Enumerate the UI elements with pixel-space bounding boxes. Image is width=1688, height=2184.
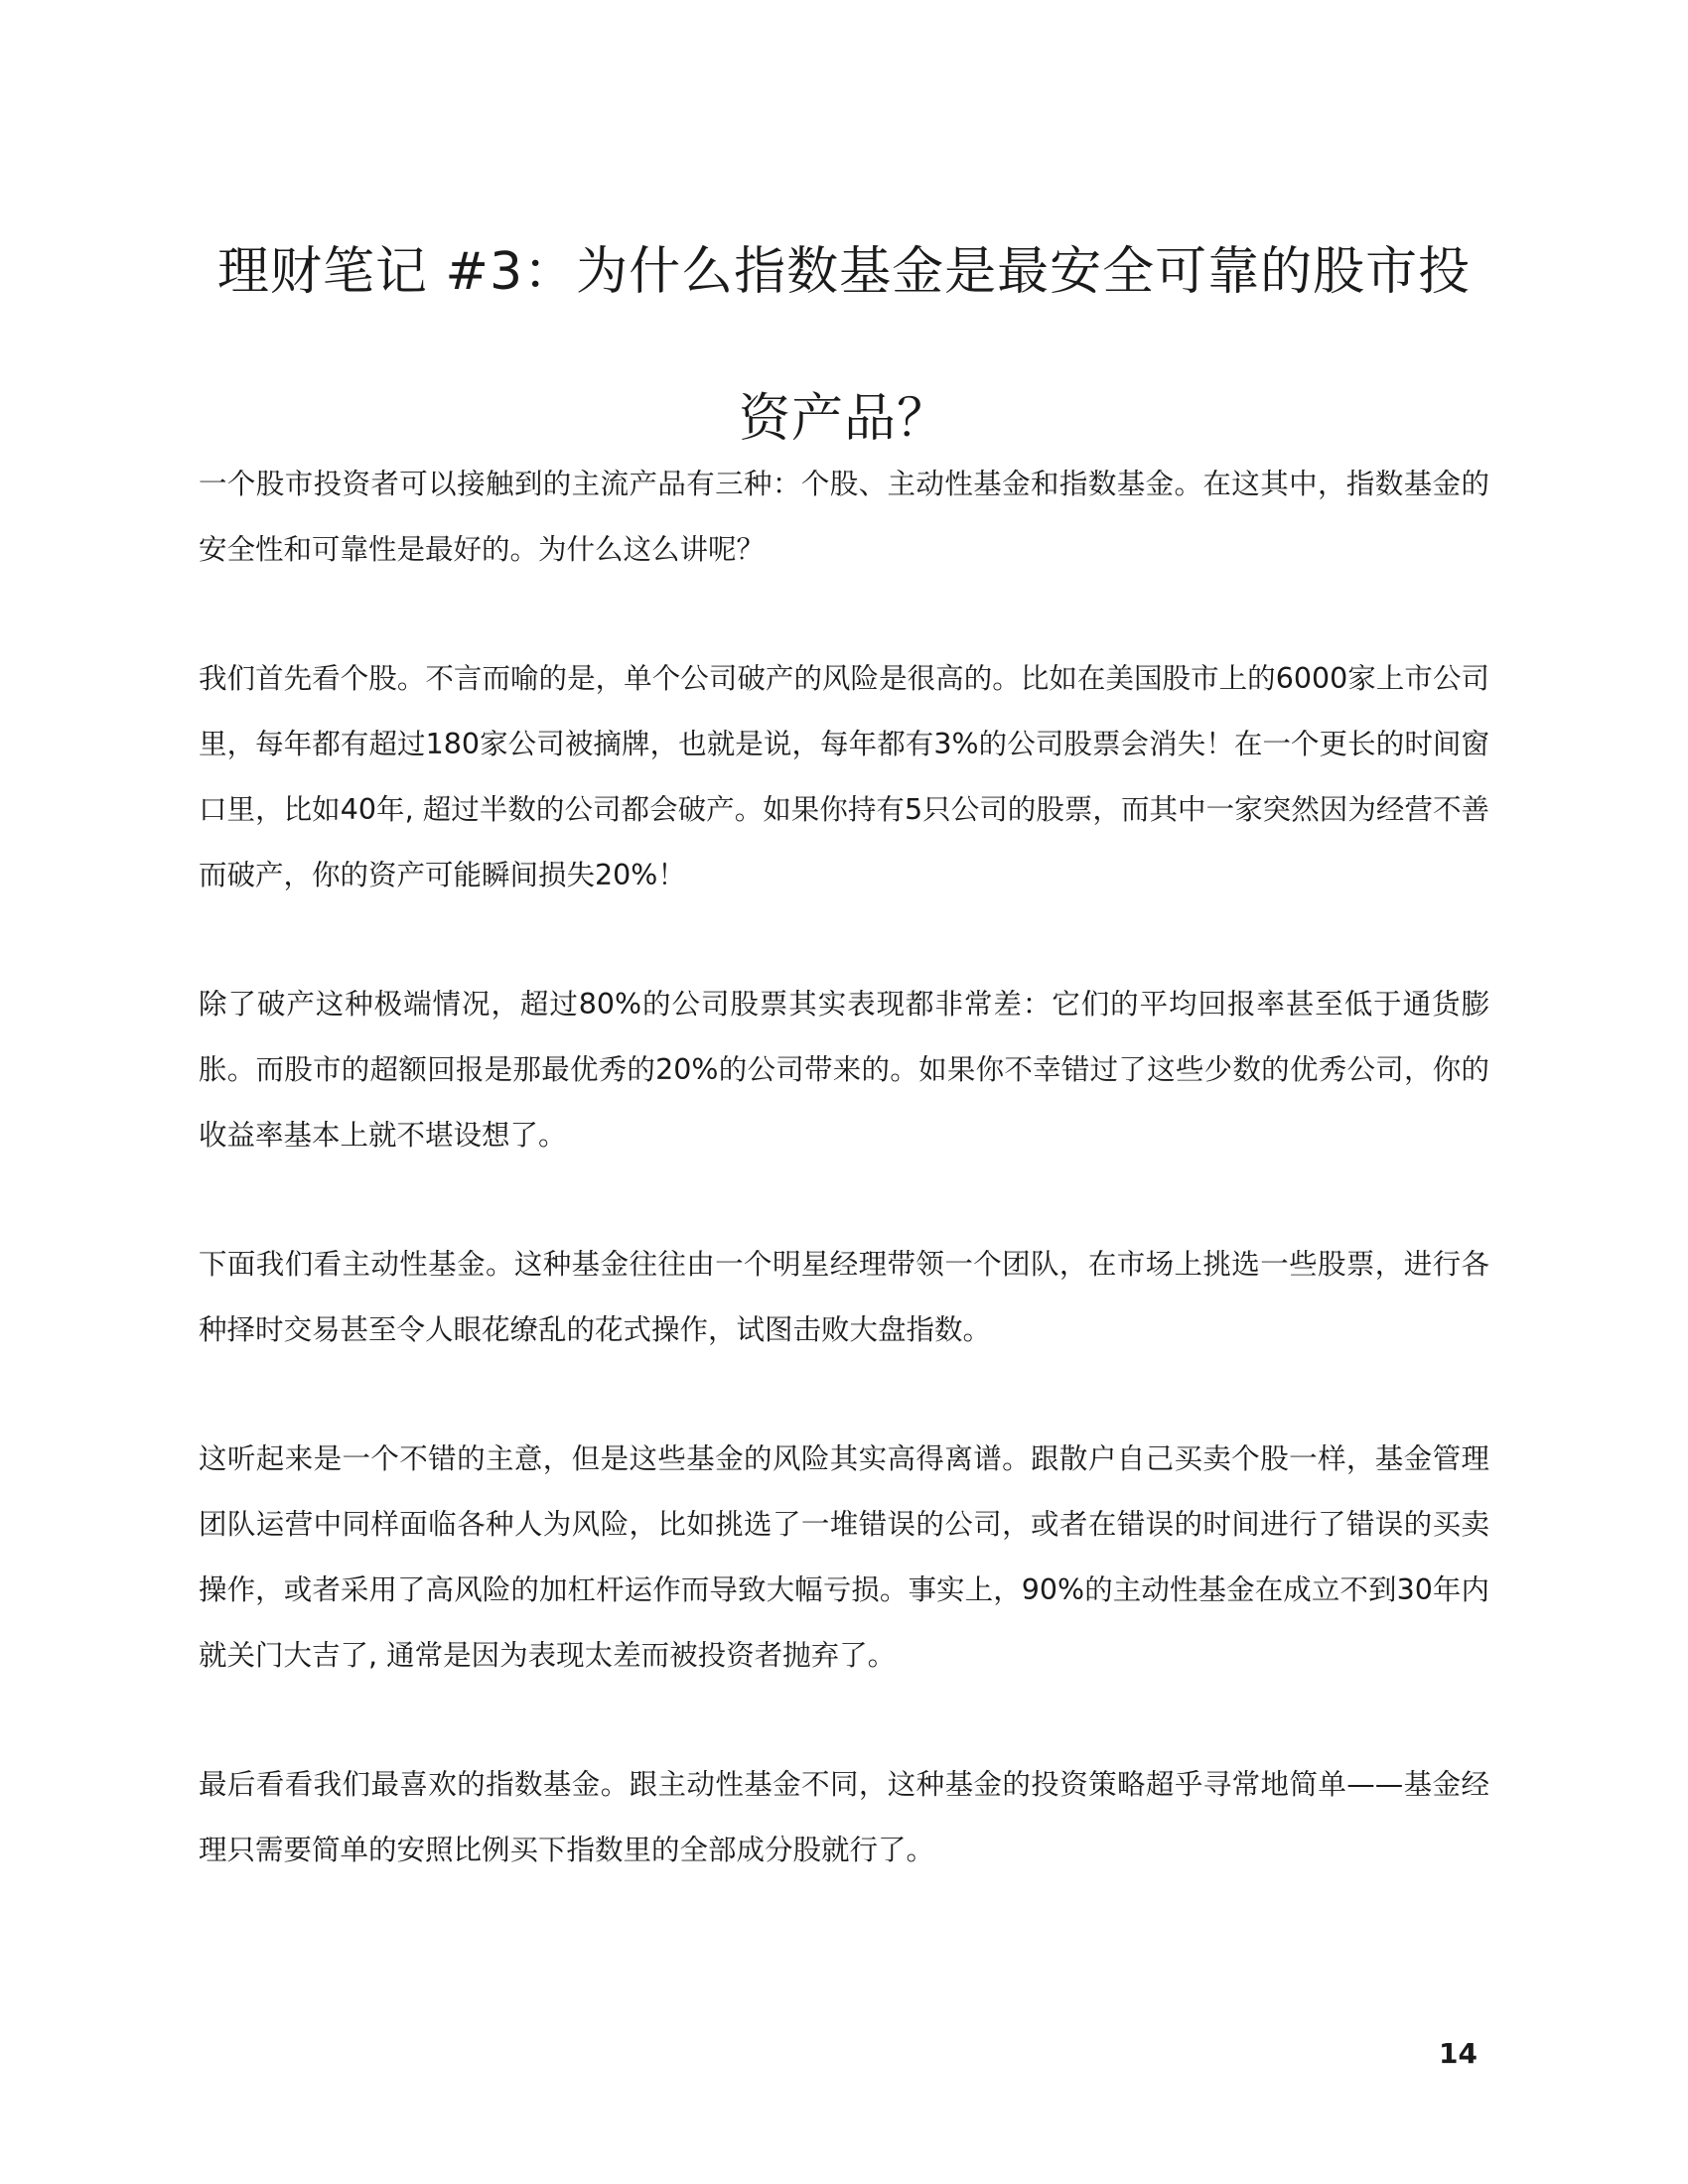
- paragraph: 最后看看我们最喜欢的指数基金。跟主动性基金不同，这种基金的投资策略超乎寻常地简单——基金经理只需要简单的安照比例买下指数里的全部成分股就行了。: [199, 1768, 1489, 1866]
- paragraph: 除了破产这种极端情况，超过80%的公司股票其实表现都非常差：它们的平均回报率甚至低于通货膨胀。而股市的超额回报是那最优秀的20%的公司带来的。如果你不幸错过了这些少数的优秀公司，你的收益率基本上就不堪设想了。: [199, 988, 1489, 1152]
- article-body: [199, 452, 1489, 1947]
- paragraph: 下面我们看主动性基金。这种基金往往由一个明星经理带领一个团队，在市场上挑选一些股票，进行各种择时交易甚至令人眼花缭乱的花式操作，试图击败大盘指数。: [199, 1248, 1489, 1346]
- page-title: 理财笔记 #3：为什么指数基金是最安全可靠的股市投资产品？: [216, 242, 1472, 449]
- page-number: 14: [1439, 2037, 1477, 2070]
- paragraph: 我们首先看个股。不言而喻的是，单个公司破产的风险是很高的。比如在美国股市上的6000家上市公司里，每年都有超过180家公司被摘牌，也就是说，每年都有3%的公司股票会消失！在一个更长的时间窗口里，比如40年, 超过半数的公司都会破产。如果你持有5只公司的股票，而其中一家突然因为经营不善而破产，你的资产可能瞬间损失20%！: [199, 662, 1489, 891]
- paragraph: 一个股市投资者可以接触到的主流产品有三种：个股、主动性基金和指数基金。在这其中，指数基金的安全性和可靠性是最好的。为什么这么讲呢？: [199, 468, 1489, 566]
- paragraph: 这听起来是一个不错的主意，但是这些基金的风险其实高得离谱。跟散户自己买卖个股一样，基金管理团队运营中同样面临各种人为风险，比如挑选了一堆错误的公司，或者在错误的时间进行了错误的买卖操作，或者采用了高风险的加杠杆运作而导致大幅亏损。事实上，90%的主动性基金在成立不到30年内就关门大吉了, 通常是因为表现太差而被投资者抛弃了。: [199, 1442, 1489, 1672]
